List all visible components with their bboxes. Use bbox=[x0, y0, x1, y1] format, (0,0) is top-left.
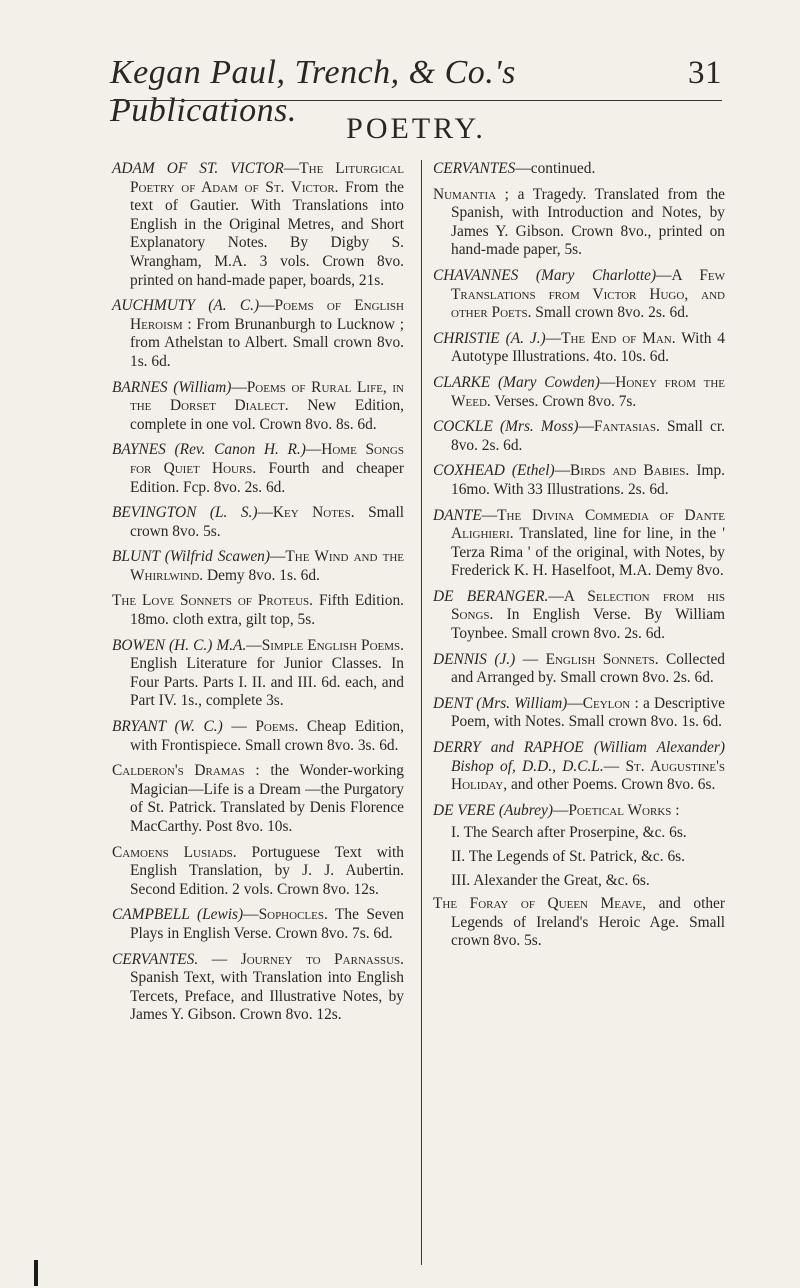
catalogue-entry bbox=[433, 802, 725, 821]
entry-title: Simple English Poems. bbox=[261, 636, 404, 654]
catalogue-entry bbox=[112, 951, 404, 1025]
entry-author: BOWEN (H. C.) M.A. bbox=[112, 636, 247, 654]
poetical-works-item bbox=[433, 872, 725, 891]
entry-separator: — bbox=[283, 160, 300, 177]
entry-author: CHAVANNES (Mary Charlotte) bbox=[433, 266, 657, 284]
entry-title: Birds and Babies. bbox=[570, 462, 690, 480]
entry-title: The Liturgical Poetry of Adam of St. Victor. bbox=[130, 160, 404, 196]
right-column bbox=[433, 160, 725, 958]
entry-title: Home Songs for Quiet Hours. bbox=[130, 441, 404, 477]
catalogue-entry bbox=[433, 695, 725, 732]
entry-author: DE BERANGER. bbox=[433, 587, 549, 605]
catalogue-entry bbox=[433, 462, 725, 499]
entry-title: Poetical Works : bbox=[568, 801, 680, 819]
entry-details: From the text of Gautier. With Translations into English in the Original Metres, and Short Explanatory Notes. By Digby S. Wrangham, M.A. 3 vols. Crown 8vo. printed on hand-made paper, boards, 21s. bbox=[130, 178, 404, 289]
entry-title: The Divina Commedia of Dante Alighieri. bbox=[451, 506, 725, 543]
entry-details: Translated, line for line, in the ' Terza Rima ' of the original, with Notes, by Frederick K. H. Haselfoot, M.A. Demy 8vo. bbox=[451, 525, 725, 580]
entry-separator: — bbox=[567, 694, 583, 712]
entry-separator: — bbox=[515, 160, 531, 177]
entry-author: DENNIS (J.) bbox=[433, 650, 516, 668]
catalogue-entry bbox=[433, 267, 725, 323]
entry-separator: — bbox=[578, 418, 594, 436]
entry-separator: — bbox=[515, 650, 546, 668]
margin-mark bbox=[34, 1260, 38, 1286]
catalogue-entry bbox=[433, 895, 725, 951]
entry-separator: — bbox=[198, 950, 241, 968]
entry-separator: — bbox=[656, 266, 672, 284]
column-divider bbox=[421, 160, 422, 1265]
poetical-works-item bbox=[433, 824, 725, 843]
entry-author: DE VERE (Aubrey) bbox=[433, 801, 553, 819]
catalogue-entry bbox=[112, 548, 404, 585]
entry-title: Key Notes. bbox=[272, 504, 355, 522]
page-number: 31 bbox=[688, 55, 722, 91]
entry-details: and other Legends of Ireland's Heroic Age. Small crown 8vo. 5s. bbox=[451, 895, 725, 950]
catalogue-entry bbox=[112, 637, 404, 711]
entry-author: DANTE bbox=[433, 506, 482, 524]
entry-author: DENT (Mrs. William) bbox=[433, 694, 568, 712]
entry-separator: — bbox=[222, 718, 256, 736]
item-number: II. bbox=[451, 848, 466, 865]
entry-author: DERRY and RAPHOE (William Alexander) Bishop of, D.D., D.C.L. bbox=[433, 739, 725, 775]
catalogue-entry bbox=[112, 160, 404, 290]
entry-author: COCKLE (Mrs. Moss) bbox=[433, 418, 579, 436]
header-rule bbox=[110, 100, 722, 101]
entry-title: Poems of Rural Life, in the Dorset Dialect. bbox=[130, 378, 404, 415]
item-details: &c. 6s. bbox=[638, 824, 687, 842]
catalogue-entry bbox=[433, 418, 725, 455]
entry-author: CLARKE (Mary Cowden) bbox=[433, 373, 600, 391]
entry-separator: — bbox=[259, 297, 275, 315]
entry-title: Sophocles. bbox=[258, 906, 328, 924]
catalogue-entry bbox=[433, 739, 725, 795]
entry-details: Collected and Arranged by. Small crown 8vo. 2s. 6d. bbox=[451, 650, 725, 687]
entry-details: Fourth and cheaper Edition. Fcp. 8vo. 2s. 6d. bbox=[130, 459, 405, 496]
entry-details: The Seven Plays in English Verse. Crown 8vo. 7s. 6d. bbox=[130, 906, 404, 942]
entry-separator: — bbox=[545, 329, 562, 347]
entry-title: English Sonnets. bbox=[545, 650, 659, 668]
entry-author: BRYANT (W. C.) bbox=[112, 718, 223, 736]
entry-title: Honey from the Weed. bbox=[451, 373, 725, 410]
entry-details: the Wonder-working Magician—Life is a Dream —the Purgatory of St. Patrick. Translated by Denis Florence MacCarthy. Post 8vo. 10s. bbox=[130, 762, 404, 835]
item-details: &c. 6s. bbox=[601, 871, 650, 889]
entry-details: Demy 8vo. 1s. 6d. bbox=[203, 566, 320, 584]
entry-separator: — bbox=[270, 548, 286, 566]
entry-separator: — bbox=[548, 587, 564, 605]
entry-separator: — bbox=[243, 906, 259, 924]
entry-title: The End of Man. bbox=[561, 329, 676, 347]
catalogue-entry bbox=[433, 374, 725, 411]
entry-details: Portuguese Text with English Translation, by J. J. Aubertin. Second Edition. 2 vols. Crown 8vo. 12s. bbox=[130, 843, 404, 898]
entry-author: CHRISTIE (A. J.) bbox=[433, 329, 546, 347]
entry-title: Calderon's Dramas : bbox=[112, 762, 260, 780]
entry-separator: — bbox=[599, 373, 616, 391]
entry-title: The Foray of Queen Meave, bbox=[433, 895, 647, 913]
entry-title: Camoens Lusiads. bbox=[112, 843, 237, 861]
entry-details: With 4 Autotype Illustrations. 4to. 10s. 6d. bbox=[451, 329, 725, 366]
entry-details: a Descriptive Poem, with Notes. Small crown 8vo. 1s. 6d. bbox=[451, 694, 725, 731]
entry-author: BAYNES (Rev. Canon H. R.) bbox=[112, 441, 306, 459]
entry-details: Cheap Edition, with Frontispiece. Small crown 8vo. 3s. 6d. bbox=[130, 718, 404, 754]
catalogue-entry bbox=[112, 906, 404, 943]
entry-separator: — bbox=[257, 504, 273, 522]
entry-details: continued. bbox=[530, 160, 596, 177]
catalogue-entry bbox=[433, 651, 725, 688]
item-title: The Search after Proserpine, bbox=[463, 824, 639, 842]
entry-title: Numantia ; bbox=[433, 185, 509, 203]
entry-separator: — bbox=[481, 506, 498, 524]
entry-title: A Selection from his Songs. bbox=[451, 587, 725, 624]
entry-details: In English Verse. By William Toynbee. Small crown 8vo. 2s. 6d. bbox=[451, 606, 725, 643]
entry-author: AUCHMUTY (A. C.) bbox=[112, 297, 260, 315]
entry-separator: — bbox=[305, 441, 322, 459]
item-number: III. bbox=[451, 871, 471, 889]
item-number: I. bbox=[451, 824, 460, 842]
catalogue-entry bbox=[112, 379, 404, 435]
catalogue-entry bbox=[433, 507, 725, 581]
entry-author: COXHEAD (Ethel) bbox=[433, 462, 555, 480]
catalogue-entry bbox=[433, 160, 725, 179]
running-head-title: Kegan Paul, Trench, & Co.'s Publications. bbox=[110, 54, 516, 129]
entry-author: BLUNT (Wilfrid Scawen) bbox=[112, 548, 270, 566]
entry-details: Spanish Text, with Translation into English Tercets, Preface, and Illustrative Notes, by James Y. Gibson. Crown 8vo. 12s. bbox=[130, 969, 404, 1024]
catalogue-entry bbox=[112, 297, 404, 371]
entry-title: Ceylon : bbox=[582, 694, 639, 712]
entry-author: BEVINGTON (L. S.) bbox=[112, 504, 258, 522]
entry-title: The Wind and the Whirlwind. bbox=[130, 548, 404, 584]
catalogue-entry bbox=[433, 186, 725, 260]
catalogue-entry bbox=[112, 718, 404, 755]
left-column bbox=[112, 160, 404, 1032]
entry-title: St. Augustine's Holiday, bbox=[451, 757, 726, 794]
entry-details: Small crown 8vo. 2s. 6d. bbox=[531, 304, 689, 322]
section-title: POETRY. bbox=[346, 112, 486, 145]
entry-separator: — bbox=[231, 378, 247, 396]
item-title: The Legends of St. Patrick, bbox=[468, 848, 638, 865]
entry-details: Imp. 16mo. With 33 Illustrations. 2s. 6d. bbox=[451, 462, 725, 498]
entry-author: CERVANTES. bbox=[112, 950, 199, 968]
entry-title: Poems of English Heroism : bbox=[130, 297, 404, 333]
entry-separator: — bbox=[554, 462, 571, 480]
entry-details: a Tragedy. Translated from the Spanish, with Introduction and Notes, by James Y. Gibson. Crown 8vo., printed on hand-made paper, 5s. bbox=[451, 185, 725, 259]
catalogue-entry bbox=[433, 330, 725, 367]
poetical-works-item bbox=[433, 848, 725, 867]
item-details: &c. 6s. bbox=[637, 848, 685, 865]
entry-author: CERVANTES bbox=[433, 160, 516, 177]
entry-title: The Love Sonnets of Proteus. bbox=[112, 592, 314, 610]
entry-details: Fifth Edition. 18mo. cloth extra, gilt top, 5s. bbox=[130, 592, 404, 629]
entry-author: CAMPBELL (Lewis) bbox=[112, 906, 244, 924]
entry-author: BARNES (William) bbox=[112, 378, 232, 396]
entry-title: Poems. bbox=[255, 718, 299, 736]
item-title: Alexander the Great, bbox=[473, 871, 602, 889]
entry-details: New Edition, complete in one vol. Crown 8vo. 8s. 6d. bbox=[130, 397, 405, 433]
catalogue-entry bbox=[433, 588, 725, 644]
entry-details: English Literature for Junior Classes. In Four Parts. Parts I. II. and III. 6d. each, and Part IV. 1s., complete 3s. bbox=[130, 655, 404, 710]
catalogue-entry bbox=[112, 592, 404, 629]
entry-details: Verses. Crown 8vo. 7s. bbox=[490, 392, 637, 410]
entry-separator: — bbox=[246, 636, 262, 654]
entry-details: Small cr. 8vo. 2s. 6d. bbox=[451, 418, 725, 454]
catalogue-entry bbox=[112, 504, 404, 541]
entry-separator: — bbox=[552, 801, 569, 819]
catalogue-entry bbox=[112, 441, 404, 497]
entry-separator: — bbox=[603, 757, 626, 775]
entry-title: A Few Translations from Victor Hugo, and other Poets. bbox=[451, 266, 725, 322]
catalogue-entry bbox=[112, 844, 404, 900]
entry-title: Fantasias. bbox=[593, 418, 660, 436]
catalogue-entry bbox=[112, 762, 404, 836]
entry-details: From Brunanburgh to Lucknow ; from Athelstan to Albert. Small crown 8vo. 1s. 6d. bbox=[130, 315, 404, 370]
entry-details: and other Poems. Crown 8vo. 6s. bbox=[507, 776, 716, 794]
entry-title: Journey to Parnassus. bbox=[240, 950, 404, 968]
entry-details: Small crown 8vo. 5s. bbox=[130, 504, 405, 540]
entry-author: ADAM OF ST. VICTOR bbox=[112, 160, 284, 177]
